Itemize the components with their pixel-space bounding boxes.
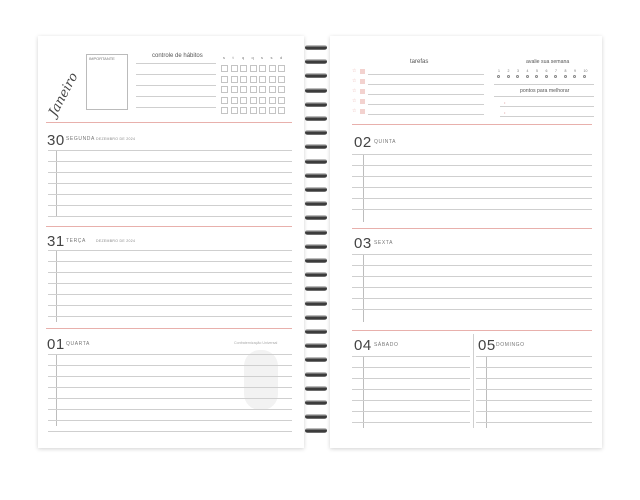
habit-cell[interactable] <box>269 65 276 72</box>
task-line[interactable] <box>368 104 484 105</box>
writing-line <box>48 398 292 399</box>
day-name: QUARTA <box>66 341 90 347</box>
writing-line <box>352 389 470 390</box>
task-checkbox[interactable] <box>360 79 365 84</box>
rating-number: 2 <box>507 69 510 73</box>
spiral-ring <box>305 300 329 308</box>
writing-line <box>352 209 592 210</box>
habit-cell[interactable] <box>250 65 257 72</box>
writing-line <box>352 176 592 177</box>
spiral-ring <box>305 385 329 393</box>
day-name: TERÇA <box>66 238 86 244</box>
star-icon: ☆ <box>352 88 357 94</box>
rating-dot[interactable] <box>583 75 586 78</box>
writing-line <box>476 422 592 423</box>
star-icon: ☆ <box>352 108 357 114</box>
writing-line <box>352 367 470 368</box>
habit-cell[interactable] <box>231 76 238 83</box>
habit-cell[interactable] <box>240 86 247 93</box>
writing-line <box>352 287 592 288</box>
writing-line <box>352 411 470 412</box>
writing-line <box>352 309 592 310</box>
writing-line <box>476 411 592 412</box>
writing-line <box>352 422 470 423</box>
day-number: 05 <box>478 337 496 354</box>
habit-cell[interactable] <box>221 107 228 114</box>
writing-line <box>48 150 292 151</box>
habit-cell[interactable] <box>240 107 247 114</box>
spiral-ring <box>305 314 329 322</box>
day-name: SEGUNDA <box>66 136 95 142</box>
rating-dot[interactable] <box>497 75 500 78</box>
rating-dot[interactable] <box>507 75 510 78</box>
writing-line <box>48 283 292 284</box>
weekday-letter: s <box>223 55 225 60</box>
day-number: 31 <box>47 233 65 250</box>
day-name: SÁBADO <box>374 342 399 348</box>
writing-line <box>352 254 592 255</box>
rating-number: 7 <box>555 69 557 73</box>
habit-cell[interactable] <box>250 107 257 114</box>
writing-line <box>476 400 592 401</box>
habit-cell[interactable] <box>269 97 276 104</box>
habit-cell[interactable] <box>250 86 257 93</box>
writing-line <box>48 294 292 295</box>
rating-number: 6 <box>545 69 548 73</box>
writing-line <box>48 272 292 273</box>
habit-cell[interactable] <box>269 107 276 114</box>
rating-number: 1 <box>498 69 500 73</box>
day-name: QUINTA <box>374 139 397 145</box>
writing-line <box>48 172 292 173</box>
writing-line <box>476 356 592 357</box>
writing-line <box>48 354 292 355</box>
spiral-ring <box>305 328 329 336</box>
holiday-note: Confraternização Universal <box>234 341 278 345</box>
habit-cell[interactable] <box>221 65 228 72</box>
weekday-letter: d <box>280 55 283 60</box>
rating-dot[interactable] <box>516 75 519 78</box>
left-page <box>38 36 304 448</box>
improve-title: pontos para melhorar <box>520 88 570 94</box>
habit-cell[interactable] <box>278 76 285 83</box>
writing-line <box>48 183 292 184</box>
spiral-ring <box>305 271 329 279</box>
rating-dot[interactable] <box>564 75 567 78</box>
habit-cell[interactable] <box>269 86 276 93</box>
task-line[interactable] <box>368 84 484 85</box>
rating-dot[interactable] <box>526 75 529 78</box>
writing-line <box>48 205 292 206</box>
rating-number: 8 <box>564 69 567 73</box>
star-icon: ☆ <box>352 98 357 104</box>
spiral-ring <box>305 115 329 123</box>
rating-number: 9 <box>574 69 576 73</box>
task-line[interactable] <box>368 114 484 115</box>
writing-line <box>352 165 592 166</box>
habit-cell[interactable] <box>278 107 285 114</box>
writing-line <box>48 161 292 162</box>
rating-number: 5 <box>536 69 538 73</box>
habit-cell[interactable] <box>231 97 238 104</box>
rating-dot[interactable] <box>535 75 538 78</box>
habit-cell[interactable] <box>221 97 228 104</box>
important-box[interactable] <box>86 54 128 110</box>
spiral-ring <box>305 399 329 407</box>
task-checkbox[interactable] <box>360 69 365 74</box>
day-name: SEXTA <box>374 240 394 246</box>
day-number: 02 <box>354 134 372 151</box>
spiral-ring <box>305 243 329 251</box>
writing-line <box>352 265 592 266</box>
task-line[interactable] <box>368 74 484 75</box>
rating-dot[interactable] <box>573 75 576 78</box>
spiral-ring <box>305 72 329 80</box>
writing-line <box>48 261 292 262</box>
rating-dot[interactable] <box>545 75 548 78</box>
writing-line <box>352 400 470 401</box>
writing-line <box>48 250 292 251</box>
evaluate-title: avalie sua semana <box>526 59 570 65</box>
rating-number: 3 <box>517 69 519 73</box>
writing-line <box>48 305 292 306</box>
task-line[interactable] <box>368 94 484 95</box>
writing-line <box>48 216 292 217</box>
day-number: 01 <box>47 336 65 353</box>
spiral-ring <box>305 200 329 208</box>
writing-line <box>48 420 292 421</box>
habit-cell[interactable] <box>269 76 276 83</box>
sticker-blob <box>244 350 278 410</box>
spiral-ring <box>305 285 329 293</box>
spiral-ring <box>305 101 329 109</box>
spiral-ring <box>305 427 329 435</box>
spiral-ring <box>305 158 329 166</box>
task-checkbox[interactable] <box>360 99 365 104</box>
day-date: DEZEMBRO DE 2024 <box>96 137 136 141</box>
weekday-letter: s <box>261 55 263 60</box>
tasks-title: tarefas <box>410 59 429 65</box>
habits-title: controle de hábitos <box>152 53 203 59</box>
habit-cell[interactable] <box>278 97 285 104</box>
writing-line <box>48 387 292 388</box>
spiral-ring <box>305 58 329 66</box>
weekday-letter: q <box>251 55 254 60</box>
rating-dot[interactable] <box>554 75 557 78</box>
habit-cell[interactable] <box>221 76 228 83</box>
habit-cell[interactable] <box>259 97 266 104</box>
writing-line <box>352 154 592 155</box>
rating-number: 10 <box>583 69 588 73</box>
habit-cell[interactable] <box>240 65 247 72</box>
spiral-ring <box>305 143 329 151</box>
rating-number: 4 <box>526 69 529 73</box>
writing-line <box>48 431 292 432</box>
spiral-ring <box>305 186 329 194</box>
weekday-letter: q <box>242 55 245 60</box>
day-name: DOMINGO <box>496 342 525 348</box>
habit-cell[interactable] <box>278 86 285 93</box>
habit-cell[interactable] <box>259 65 266 72</box>
writing-line <box>352 276 592 277</box>
spiral-ring <box>305 44 329 52</box>
spiral-ring <box>305 371 329 379</box>
writing-line <box>48 376 292 377</box>
spiral-ring <box>305 229 329 237</box>
month-title: Janeiro <box>46 70 82 120</box>
habit-cell[interactable] <box>250 97 257 104</box>
spiral-ring <box>305 342 329 350</box>
task-checkbox[interactable] <box>360 89 365 94</box>
writing-line <box>48 409 292 410</box>
writing-line <box>476 378 592 379</box>
habit-cell[interactable] <box>240 97 247 104</box>
task-checkbox[interactable] <box>360 109 365 114</box>
important-label: IMPORTANTE <box>89 56 115 61</box>
spiral-ring <box>305 257 329 265</box>
spiral-ring <box>305 129 329 137</box>
writing-line <box>476 389 592 390</box>
habit-cell[interactable] <box>278 65 285 72</box>
day-date: DEZEMBRO DE 2024 <box>96 239 136 243</box>
spiral-ring <box>305 214 329 222</box>
habit-cell[interactable] <box>250 76 257 83</box>
writing-line <box>352 298 592 299</box>
habit-cell[interactable] <box>259 76 266 83</box>
habit-cell[interactable] <box>259 107 266 114</box>
habit-cell[interactable] <box>231 65 238 72</box>
writing-line <box>476 367 592 368</box>
day-number: 30 <box>47 132 65 149</box>
weekday-letter: s <box>270 55 273 60</box>
habit-cell[interactable] <box>259 86 266 93</box>
writing-line <box>352 356 470 357</box>
writing-line <box>48 365 292 366</box>
writing-line <box>48 316 292 317</box>
star-icon: ☆ <box>352 68 357 74</box>
spiral-ring <box>305 356 329 364</box>
habit-cell[interactable] <box>221 86 228 93</box>
day-number: 04 <box>354 337 372 354</box>
right-page: tarefas avalie sua semana pontos para melhorar • • 02 QUINTA 03 SEXTA 04 SÁBADO 05 DOMINGO ☆ ☆ ☆ ☆ ☆ 1 2 3 4 5 6 7 8 9 10 <box>330 36 602 448</box>
habit-cell[interactable] <box>231 107 238 114</box>
weekday-letter: t <box>232 55 234 60</box>
spiral-ring <box>305 172 329 180</box>
day-number: 03 <box>354 235 372 252</box>
star-icon: ☆ <box>352 78 357 84</box>
spiral-ring <box>305 87 329 95</box>
writing-line <box>352 187 592 188</box>
spiral-ring <box>305 413 329 421</box>
habit-cell[interactable] <box>240 76 247 83</box>
writing-line <box>48 194 292 195</box>
writing-line <box>352 378 470 379</box>
writing-line <box>352 198 592 199</box>
habit-cell[interactable] <box>231 86 238 93</box>
